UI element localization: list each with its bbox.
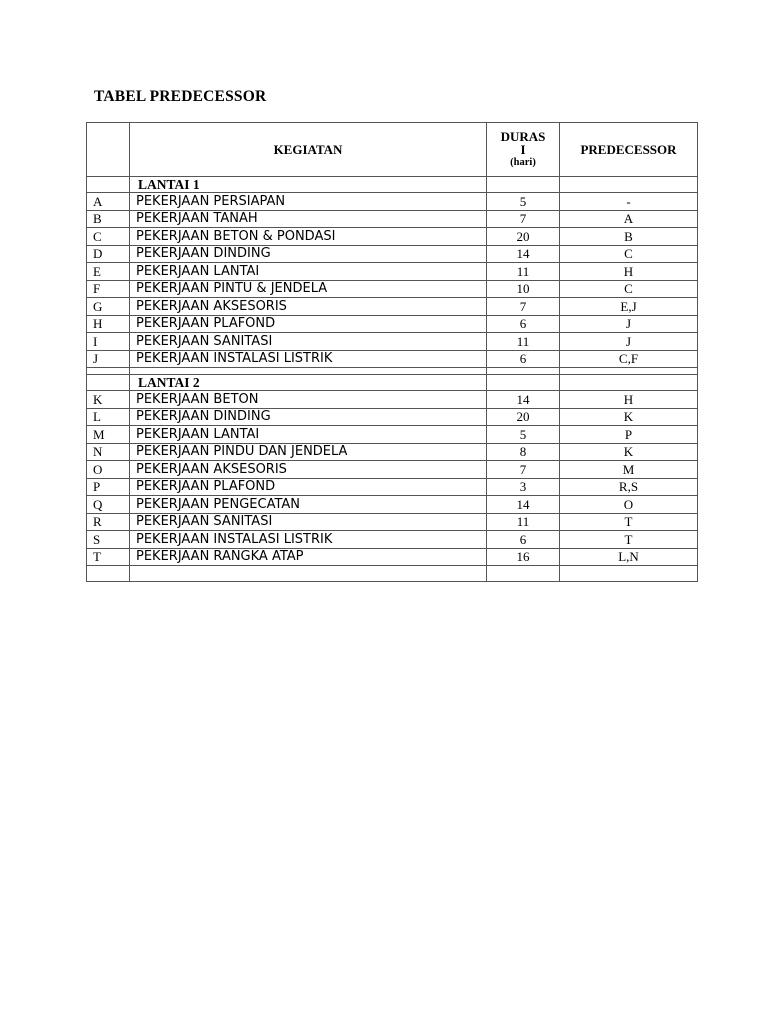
table-row: [87, 315, 698, 333]
activity-name: PEKERJAAN DINDING: [130, 245, 487, 263]
activity-name: PEKERJAAN BETON: [130, 391, 487, 409]
section-spacer-row: [87, 368, 698, 375]
section-row: [87, 375, 698, 391]
activity-duration: 6: [487, 350, 560, 368]
activity-predecessor: T: [560, 513, 698, 531]
table-row: [87, 333, 698, 351]
table-row: [87, 391, 698, 409]
header-duration: [487, 123, 560, 177]
activity-duration: 11: [487, 333, 560, 351]
activity-duration: 14: [487, 391, 560, 409]
section-predecessor-cell: [560, 375, 698, 391]
activity-code: B: [87, 210, 130, 228]
activity-code: H: [87, 315, 130, 333]
activity-duration: 6: [487, 531, 560, 549]
activity-predecessor: A: [560, 210, 698, 228]
table-row: [87, 263, 698, 281]
section-title: LANTAI 2: [130, 375, 487, 391]
activity-duration: 14: [487, 245, 560, 263]
activity-predecessor: -: [560, 193, 698, 211]
activity-predecessor: K: [560, 408, 698, 426]
activity-name: PEKERJAAN DINDING: [130, 408, 487, 426]
table-row: [87, 531, 698, 549]
blank-cell: [87, 566, 130, 582]
activity-code: J: [87, 350, 130, 368]
activity-code: T: [87, 548, 130, 566]
section-code-cell: [87, 177, 130, 193]
table-row: [87, 548, 698, 566]
activity-duration: 16: [487, 548, 560, 566]
activity-name: PEKERJAAN PINDU DAN JENDELA: [130, 443, 487, 461]
activity-name: PEKERJAAN SANITASI: [130, 513, 487, 531]
activity-name: PEKERJAAN BETON & PONDASI: [130, 228, 487, 246]
table-row: [87, 426, 698, 444]
section-row: [87, 177, 698, 193]
section-duration-cell: [487, 177, 560, 193]
activity-code: E: [87, 263, 130, 281]
header-duration-line1: DURAS: [500, 129, 546, 144]
table-row: [87, 513, 698, 531]
activity-code: M: [87, 426, 130, 444]
activity-code: D: [87, 245, 130, 263]
table-row: [87, 443, 698, 461]
table-row: [87, 280, 698, 298]
table-row: [87, 193, 698, 211]
activity-name: PEKERJAAN AKSESORIS: [130, 298, 487, 316]
table-row: [87, 478, 698, 496]
activity-code: A: [87, 193, 130, 211]
activity-duration: 20: [487, 408, 560, 426]
spacer-cell: [130, 368, 487, 375]
activity-name: PEKERJAAN AKSESORIS: [130, 461, 487, 479]
activity-name: PEKERJAAN PLAFOND: [130, 315, 487, 333]
activity-code: O: [87, 461, 130, 479]
activity-duration: 8: [487, 443, 560, 461]
activity-predecessor: K: [560, 443, 698, 461]
header-predecessor: PREDECESSOR: [560, 123, 698, 177]
section-code-cell: [87, 375, 130, 391]
activity-predecessor: J: [560, 333, 698, 351]
activity-code: C: [87, 228, 130, 246]
activity-predecessor: P: [560, 426, 698, 444]
table-row: [87, 245, 698, 263]
activity-duration: 20: [487, 228, 560, 246]
activity-duration: 11: [487, 263, 560, 281]
activity-name: PEKERJAAN LANTAI: [130, 263, 487, 281]
activity-predecessor: J: [560, 315, 698, 333]
activity-predecessor: C: [560, 280, 698, 298]
blank-cell: [130, 566, 487, 582]
header-duration-unit: (hari): [510, 157, 536, 168]
activity-code: K: [87, 391, 130, 409]
activity-duration: 7: [487, 461, 560, 479]
section-title: LANTAI 1: [130, 177, 487, 193]
blank-cell: [560, 566, 698, 582]
page-title: TABEL PREDECESSOR: [94, 88, 267, 105]
activity-predecessor: O: [560, 496, 698, 514]
activity-duration: 7: [487, 298, 560, 316]
table-row: [87, 408, 698, 426]
table-row: [87, 461, 698, 479]
blank-cell: [487, 566, 560, 582]
activity-code: F: [87, 280, 130, 298]
activity-name: PEKERJAAN PERSIAPAN: [130, 193, 487, 211]
activity-name: PEKERJAAN TANAH: [130, 210, 487, 228]
activity-name: PEKERJAAN INSTALASI LISTRIK: [130, 350, 487, 368]
activity-name: PEKERJAAN PINTU & JENDELA: [130, 280, 487, 298]
activity-duration: 10: [487, 280, 560, 298]
table-row: [87, 228, 698, 246]
activity-name: PEKERJAAN LANTAI: [130, 426, 487, 444]
spacer-cell: [560, 368, 698, 375]
header-activity: KEGIATAN: [130, 123, 487, 177]
activity-code: P: [87, 478, 130, 496]
activity-name: PEKERJAAN PENGECATAN: [130, 496, 487, 514]
header-duration-line2: I: [520, 142, 526, 157]
spacer-cell: [487, 368, 560, 375]
activity-duration: 14: [487, 496, 560, 514]
activity-code: R: [87, 513, 130, 531]
activity-name: PEKERJAAN SANITASI: [130, 333, 487, 351]
activity-predecessor: L,N: [560, 548, 698, 566]
blank-row: [87, 566, 698, 582]
activity-predecessor: M: [560, 461, 698, 479]
table-row: [87, 350, 698, 368]
activity-predecessor: C: [560, 245, 698, 263]
activity-name: PEKERJAAN INSTALASI LISTRIK: [130, 531, 487, 549]
header-code-cell: [87, 123, 130, 177]
activity-duration: 6: [487, 315, 560, 333]
activity-predecessor: B: [560, 228, 698, 246]
section-duration-cell: [487, 375, 560, 391]
activity-predecessor: R,S: [560, 478, 698, 496]
activity-predecessor: H: [560, 263, 698, 281]
activity-code: S: [87, 531, 130, 549]
activity-duration: 5: [487, 426, 560, 444]
activity-code: G: [87, 298, 130, 316]
table-row: [87, 210, 698, 228]
activity-predecessor: T: [560, 531, 698, 549]
predecessor-table: [86, 122, 698, 582]
activity-code: L: [87, 408, 130, 426]
table-row: [87, 298, 698, 316]
activity-name: PEKERJAAN RANGKA ATAP: [130, 548, 487, 566]
activity-predecessor: H: [560, 391, 698, 409]
activity-duration: 7: [487, 210, 560, 228]
activity-duration: 3: [487, 478, 560, 496]
activity-predecessor: C,F: [560, 350, 698, 368]
spacer-cell: [87, 368, 130, 375]
activity-code: Q: [87, 496, 130, 514]
activity-code: I: [87, 333, 130, 351]
table-header-row: [87, 123, 698, 177]
table-row: [87, 496, 698, 514]
activity-duration: 5: [487, 193, 560, 211]
activity-predecessor: E,J: [560, 298, 698, 316]
section-predecessor-cell: [560, 177, 698, 193]
activity-code: N: [87, 443, 130, 461]
activity-duration: 11: [487, 513, 560, 531]
activity-name: PEKERJAAN PLAFOND: [130, 478, 487, 496]
